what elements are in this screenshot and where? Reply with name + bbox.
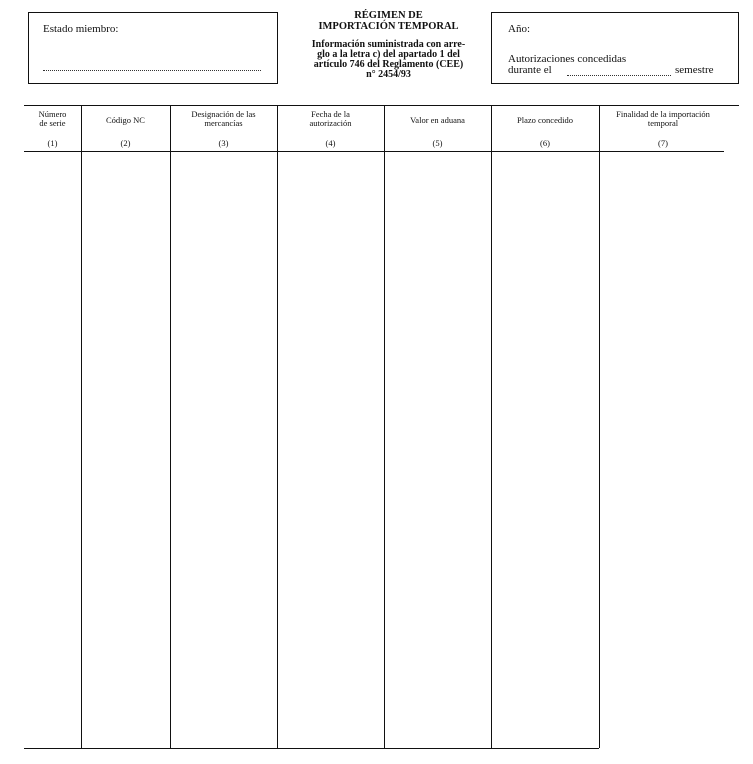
- column-header-purpose: Finalidad de la importación temporal: [616, 109, 710, 128]
- column-header-goods-description: Designación de las mercancías: [191, 109, 256, 128]
- column-number: (7): [658, 138, 668, 148]
- column-divider: [81, 105, 82, 748]
- during-label: durante el: [508, 64, 552, 76]
- year-box: [491, 12, 739, 84]
- table-header-rule: [24, 151, 724, 152]
- column-divider: [170, 105, 171, 748]
- form-heading: [296, 10, 481, 80]
- form-subtitle: Información suministrada con arre- glo a la letra c) del apartado 1 del artículo 746 del Reglamento (CEE) n° 2454/93: [311, 39, 466, 80]
- member-state-box: [28, 12, 278, 84]
- column-header-period-granted: Plazo concedido: [517, 115, 573, 125]
- semester-field[interactable]: [567, 75, 671, 76]
- column-divider: [277, 105, 278, 748]
- year-label: Año:: [508, 23, 530, 35]
- table-top-rule: [24, 105, 739, 106]
- member-state-label: Estado miembro:: [43, 23, 119, 35]
- column-number: (6): [540, 138, 550, 148]
- member-state-field[interactable]: [43, 70, 261, 71]
- authorizations-label: Autorizaciones concedidas: [508, 53, 627, 65]
- column-header-authorization-date: Fecha de la autorización: [309, 109, 352, 128]
- semester-label: semestre: [675, 64, 714, 76]
- column-header-nc-code: Código NC: [106, 115, 145, 125]
- column-header-customs-value: Valor en aduana: [410, 115, 465, 125]
- form-title: RÉGIMEN DE IMPORTACIÓN TEMPORAL: [318, 10, 459, 32]
- column-divider: [491, 105, 492, 748]
- column-header-serial-number: Número de serie: [38, 109, 67, 128]
- column-number: (5): [432, 138, 443, 148]
- column-divider: [599, 105, 600, 748]
- column-number: (2): [120, 138, 131, 148]
- column-number: (3): [218, 138, 229, 148]
- table-bottom-rule: [24, 748, 599, 749]
- column-number: (4): [325, 138, 336, 148]
- column-divider: [384, 105, 385, 748]
- column-number: (1): [47, 138, 58, 148]
